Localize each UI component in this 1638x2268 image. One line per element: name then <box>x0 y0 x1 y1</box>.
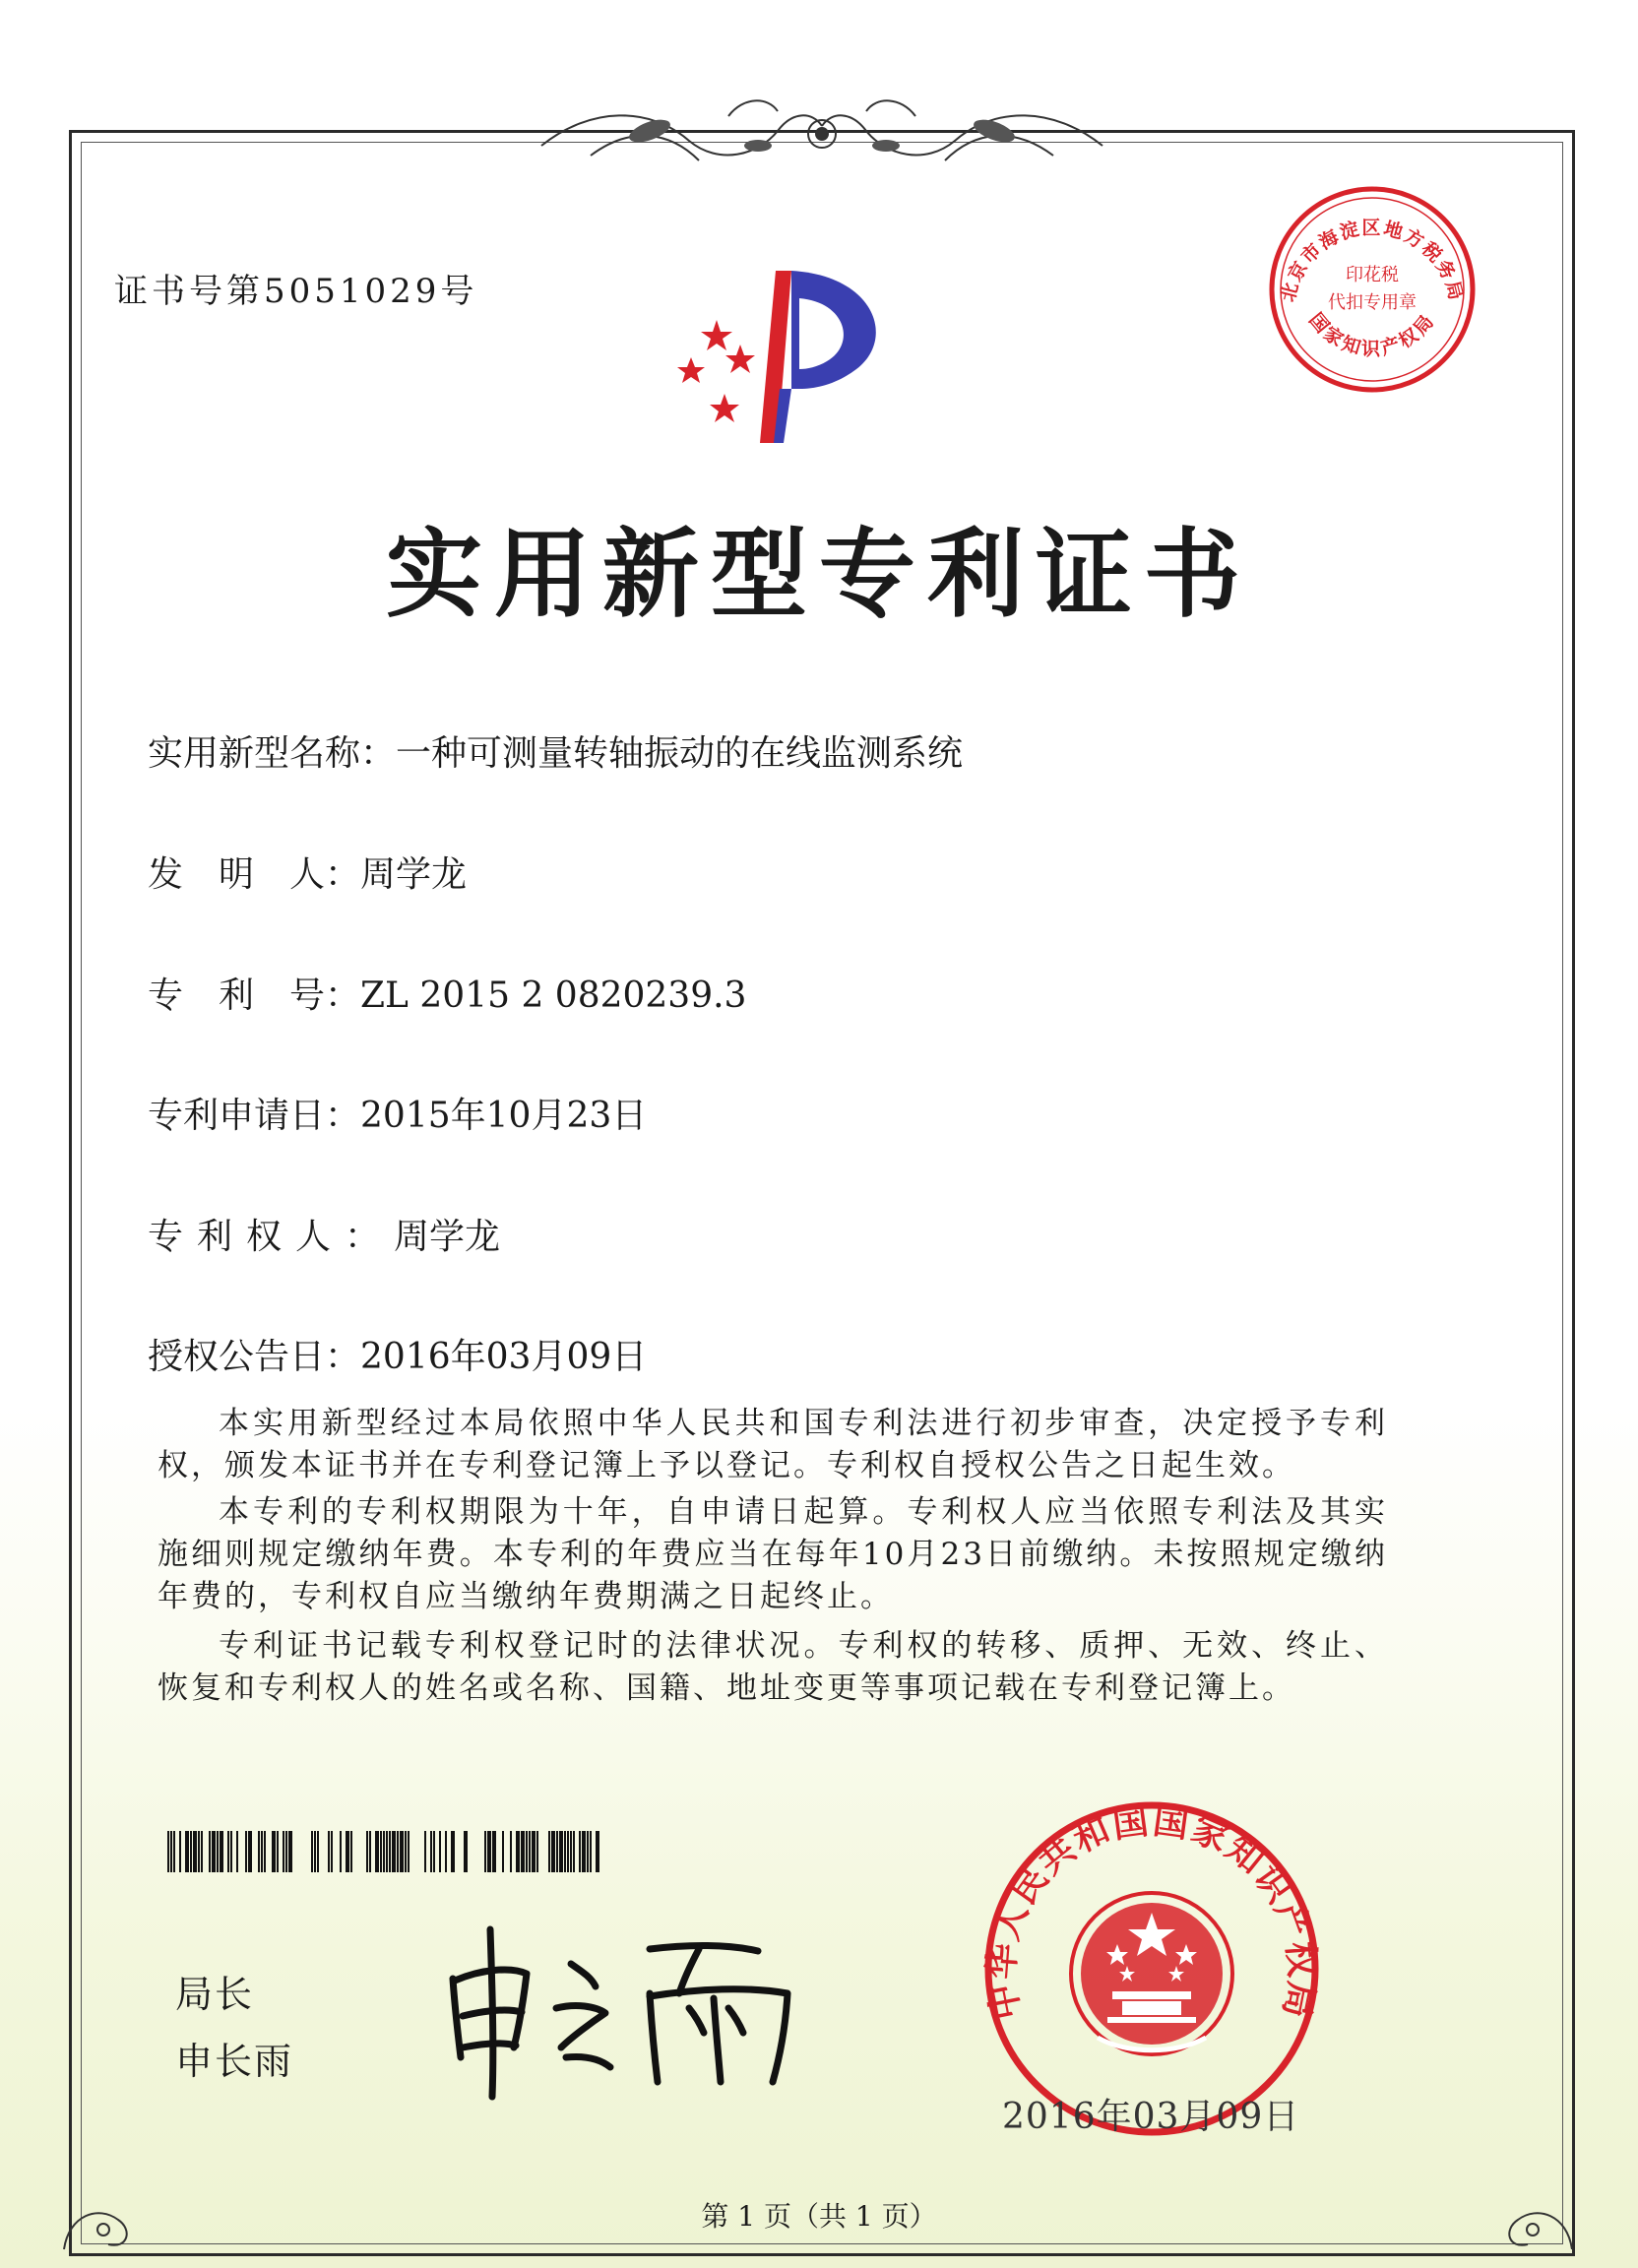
barcode-bar <box>209 1831 211 1872</box>
barcode-bar <box>548 1831 550 1872</box>
field-value: 周学龙 <box>394 1217 501 1257</box>
svg-text:国家知识产权局 <box>1304 309 1439 360</box>
page-indicator: 第 1 页（共 1 页） <box>701 2200 937 2233</box>
barcode-bar <box>201 1831 203 1872</box>
barcode-bar <box>439 1831 441 1872</box>
field-value: 一种可测量转轴振动的在线监测系统 <box>396 733 964 774</box>
barcode-bar <box>350 1831 352 1872</box>
barcode-bar <box>179 1831 181 1872</box>
barcode-bar <box>587 1831 589 1872</box>
barcode-bar <box>408 1831 410 1872</box>
field-label: 专利权人： <box>148 1217 395 1257</box>
barcode-bar <box>193 1831 197 1872</box>
tax-seal-bottom-text: 国家知识产权局 <box>1304 309 1440 360</box>
barcode-bar <box>212 1831 216 1872</box>
barcode-bar <box>264 1831 266 1872</box>
barcode-bar <box>288 1831 292 1872</box>
barcode-bar <box>328 1831 330 1872</box>
certificate-title: 实用新型专利证书 <box>385 519 1252 631</box>
office-seal-text: 中华人民共和国国家知识产权局 <box>981 1800 1322 2024</box>
barcode-bar <box>369 1831 371 1872</box>
field-value: 周学龙 <box>360 854 468 895</box>
barcode-bar <box>484 1831 486 1872</box>
paragraph-term: 本专利的专利权期限为十年，自申请日起算。专利权人应当依照专利法及其实施细则规定缴纳年费。本专利的年费应当在每年10月23日前缴纳。未按照规定缴纳年费的，专利权自应当缴纳年费期满之日起终止。 <box>158 1494 1388 1614</box>
field-patent-number <box>148 968 746 1018</box>
barcode-bar <box>167 1831 169 1872</box>
field-label: 发 明 人： <box>148 854 361 895</box>
director-title: 局长 <box>175 1973 255 2016</box>
barcode-bar <box>529 1831 531 1872</box>
director-name: 申长雨 <box>175 2040 294 2083</box>
barcode-bar <box>380 1831 382 1872</box>
field-application-date <box>148 1088 647 1138</box>
barcode-bar <box>590 1831 592 1872</box>
barcode-bar <box>573 1831 575 1872</box>
barcode-bar <box>397 1831 399 1872</box>
barcode-bar <box>551 1831 555 1872</box>
barcode-bar <box>217 1831 219 1872</box>
field-label: 授权公告日： <box>148 1337 361 1377</box>
paragraph-grant: 本实用新型经过本局依照中华人民共和国专利法进行初步审查，决定授予专利权，颁发本证书并在专利登记簿上予以登记。专利权自授权公告之日起生效。 <box>158 1406 1388 1483</box>
barcode-bar <box>400 1831 404 1872</box>
barcode-bar <box>198 1831 200 1872</box>
director-signature <box>433 1910 827 2107</box>
barcode-bar <box>559 1831 563 1872</box>
tax-seal-line-3: 代扣专用章 <box>1328 292 1417 313</box>
field-grant-date <box>148 1329 647 1379</box>
barcode-bar <box>492 1831 496 1872</box>
barcode-bar <box>314 1831 316 1872</box>
barcode-bar <box>582 1831 586 1872</box>
barcode-bar <box>190 1831 192 1872</box>
barcode-bar <box>173 1831 175 1872</box>
barcode-bar <box>261 1831 263 1872</box>
barcode-bar <box>516 1831 520 1872</box>
barcode-bar <box>346 1831 349 1872</box>
barcode-bar <box>272 1831 276 1872</box>
barcode-bar <box>248 1831 252 1872</box>
barcode-bar <box>340 1831 342 1872</box>
field-value: 2015年10月23日 <box>360 1096 648 1136</box>
barcode-bar <box>596 1831 599 1872</box>
barcode-bar <box>445 1831 447 1872</box>
tax-seal-line-2: 印花税 <box>1346 265 1399 285</box>
barcode-bar <box>526 1831 528 1872</box>
issue-date: 2016年03月09日 <box>1002 2097 1300 2137</box>
barcode-bar <box>389 1831 391 1872</box>
field-inventor <box>148 847 467 897</box>
barcode-bar <box>227 1831 229 1872</box>
barcode-bar <box>386 1831 388 1872</box>
barcode-bar <box>430 1831 432 1872</box>
barcode-bar <box>521 1831 525 1872</box>
barcode-bar <box>185 1831 189 1872</box>
barcode-bar <box>556 1831 558 1872</box>
barcode-bar <box>502 1831 504 1872</box>
barcode <box>167 1831 605 1872</box>
field-value: 2016年03月09日 <box>360 1337 648 1377</box>
field-label: 专 利 号： <box>148 976 361 1016</box>
barcode-bar <box>375 1831 379 1872</box>
barcode-bar <box>579 1831 581 1872</box>
barcode-bar <box>331 1831 333 1872</box>
barcode-bar <box>464 1831 468 1872</box>
national-emblem-icon <box>1071 1893 1232 2054</box>
paragraph-legal-status: 专利证书记载专利权登记时的法律状况。专利权的转移、质押、无效、终止、恢复和专利权人的姓名或名称、国籍、地址变更等事项记载在专利登记簿上。 <box>158 1628 1388 1706</box>
barcode-bar <box>283 1831 284 1872</box>
barcode-bar <box>230 1831 232 1872</box>
field-utility-model-name <box>148 725 963 776</box>
barcode-bar <box>236 1831 238 1872</box>
barcode-bar <box>245 1831 247 1872</box>
barcode-bar <box>392 1831 396 1872</box>
barcode-bar <box>433 1831 435 1872</box>
patent-office-logo <box>669 251 925 448</box>
barcode-bar <box>220 1831 223 1872</box>
field-label: 专利申请日： <box>148 1096 361 1136</box>
tax-seal-arc-text: 北京市海淀区地方税务局 <box>1277 217 1468 304</box>
field-label: 实用新型名称： <box>148 733 397 774</box>
barcode-bar <box>510 1831 512 1872</box>
barcode-bar <box>285 1831 287 1872</box>
field-patentee <box>148 1209 500 1259</box>
barcode-bar <box>487 1831 491 1872</box>
barcode-bar <box>170 1831 172 1872</box>
barcode-bar <box>564 1831 566 1872</box>
tax-seal <box>1265 182 1480 397</box>
svg-text:北京市海淀区地方税务局 <box>1277 217 1467 304</box>
barcode-bar <box>405 1831 407 1872</box>
barcode-bar <box>532 1831 536 1872</box>
barcode-bar <box>317 1831 319 1872</box>
barcode-bar <box>567 1831 569 1872</box>
barcode-bar <box>277 1831 279 1872</box>
certificate-number: 证书号第5051029号 <box>114 272 478 311</box>
barcode-bar <box>258 1831 260 1872</box>
barcode-bar <box>366 1831 368 1872</box>
barcode-bar <box>536 1831 538 1872</box>
barcode-bar <box>451 1831 455 1872</box>
barcode-bar <box>383 1831 385 1872</box>
barcode-bar <box>311 1831 313 1872</box>
field-value: ZL 2015 2 0820239.3 <box>360 976 747 1016</box>
barcode-bar <box>424 1831 426 1872</box>
top-ornament <box>532 87 1112 180</box>
barcode-bar <box>570 1831 572 1872</box>
